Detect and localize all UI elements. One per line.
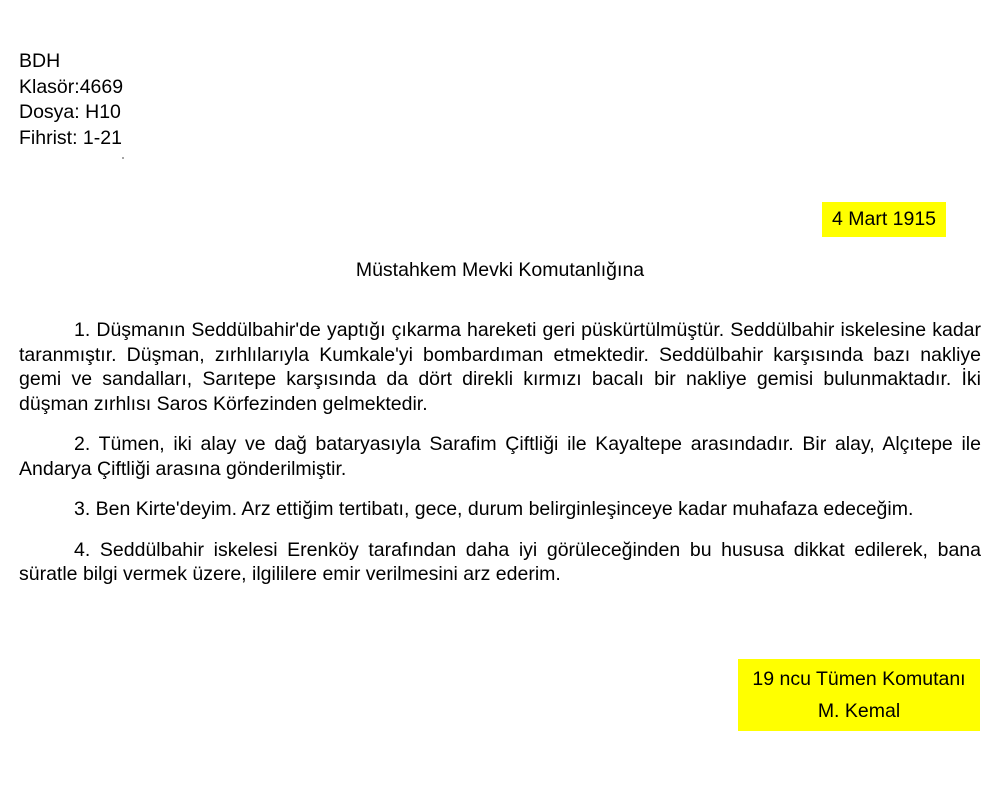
signature-title: 19 ncu Tümen Komutanı (752, 668, 966, 690)
archive-reference (19, 49, 123, 151)
document-date: 4 Mart 1915 (822, 202, 946, 237)
paragraph-3: 3. Ben Kirte'deyim. Arz ettiğim tertibatı, gece, durum belirginleşinceye kadar muhafaza edeceğim. (74, 498, 914, 520)
folder-number: Klasör:4669 (19, 75, 124, 98)
recipient-heading: Müstahkem Mevki Komutanlığına (355, 259, 645, 281)
paragraph-4: 4. Seddülbahir iskelesi Erenköy tarafından daha iyi görüleceğinden bu hususa dikkat edilerek, bana süratle bilgi vermek üzere, ilgililere emir verilmesini arz ederim. (19, 538, 981, 585)
signature-name: M. Kemal (817, 700, 901, 722)
archive-code: BDH (19, 50, 61, 72)
scan-speck (122, 157, 124, 159)
paragraph-2: 2. Tümen, iki alay ve dağ bataryasıyla Sarafim Çiftliği ile Kayaltepe arasındadır. Bir alay, Alçıtepe ile Andarya Çiftliği arasına gönderilmiştir. (19, 433, 981, 480)
document-body (19, 318, 981, 603)
signature-block (738, 659, 980, 731)
file-number: Dosya: H10 (19, 101, 121, 123)
paragraph-1: 1. Düşmanın Seddülbahir'de yaptığı çıkarma hareketi geri püskürtülmüştür. Seddülbahir iskelesine kadar taranmıştır. Düşman, zırhlılarıyla Kumkale'yi bombardıman etmektedir. Seddülbahir karşısında bazı nakliye gemi ve sandalları, Sarıtepe karşısında da dört direkli kırmızı bacalı bir nakliye gemisi bulunmaktadır. İki düşman zırhlısı Saros Körfezinden gelmektedir. (19, 319, 981, 415)
index-number: Fihrist: 1-21 (19, 126, 122, 149)
